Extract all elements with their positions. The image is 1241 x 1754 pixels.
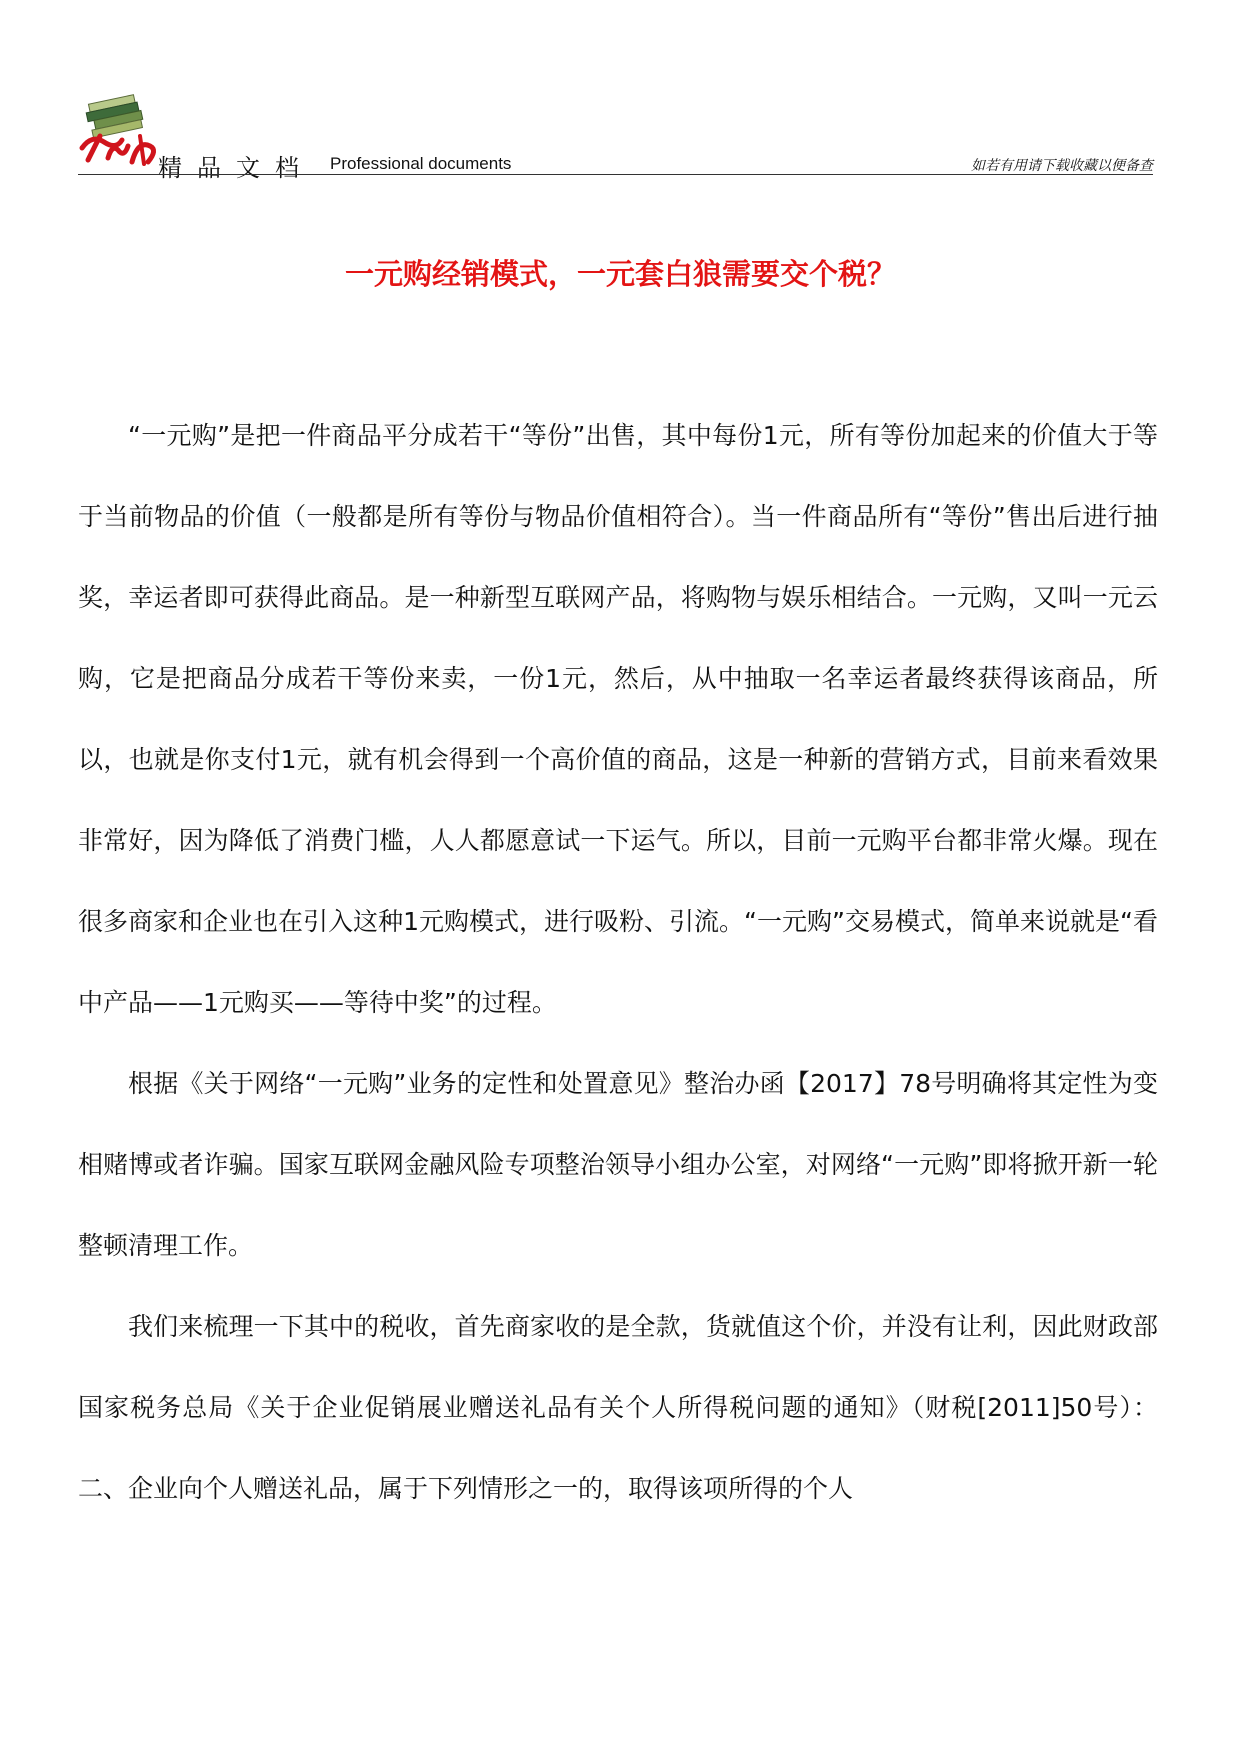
header-divider — [78, 174, 1153, 175]
document-body — [78, 395, 1158, 1529]
document-title: 一元购经销模式，一元套白狼需要交个税？ — [344, 257, 896, 291]
brand-en: Professional documents — [330, 154, 512, 173]
paragraph-3: 我们来梳理一下其中的税收，首先商家收的是全款，货就值这个价，并没有让利，因此财政部国家税务总局《关于企业促销展业赠送礼品有关个人所得税问题的通知》（财税[2011]50号）：二、企业向个人赠送礼品，属于下列情形之一的，取得该项所得的个人 — [78, 1312, 1158, 1503]
brand-cn: 精品文档 — [158, 154, 314, 182]
book-stack-icon — [78, 88, 162, 168]
page-header — [78, 84, 1153, 182]
paragraph-1: “一元购”是把一件商品平分成若干“等份”出售，其中每份1元，所有等份加起来的价值大于等于当前物品的价值（一般都是所有等份与物品价值相符合）。当一件商品所有“等份”售出后进行抽奖，幸运者即可获得此商品。是一种新型互联网产品，将购物与娱乐相结合。一元购，又叫一元云购，它是把商品分成若干等份来卖，一份1元，然后，从中抽取一名幸运者最终获得该商品，所以，也就是你支付1元，就有机会得到一个高价值的商品，这是一种新的营销方式，目前来看效果非常好，因为降低了消费门槛，人人都愿意试一下运气。所以，目前一元购平台都非常火爆。现在很多商家和企业也在引入这种1元购模式，进行吸粉、引流。“一元购”交易模式，简单来说就是“看中产品——1元购买——等待中奖”的过程。 — [78, 421, 1158, 1017]
header-tagline: 如若有用请下载收藏以便备查 — [971, 158, 1153, 174]
paragraph-2: 根据《关于网络“一元购”业务的定性和处置意见》整治办函【2017】78号明确将其定性为变相赌博或者诈骗。国家互联网金融风险专项整治领导小组办公室，对网络“一元购”即将掀开新一轮整顿清理工作。 — [78, 1069, 1158, 1260]
